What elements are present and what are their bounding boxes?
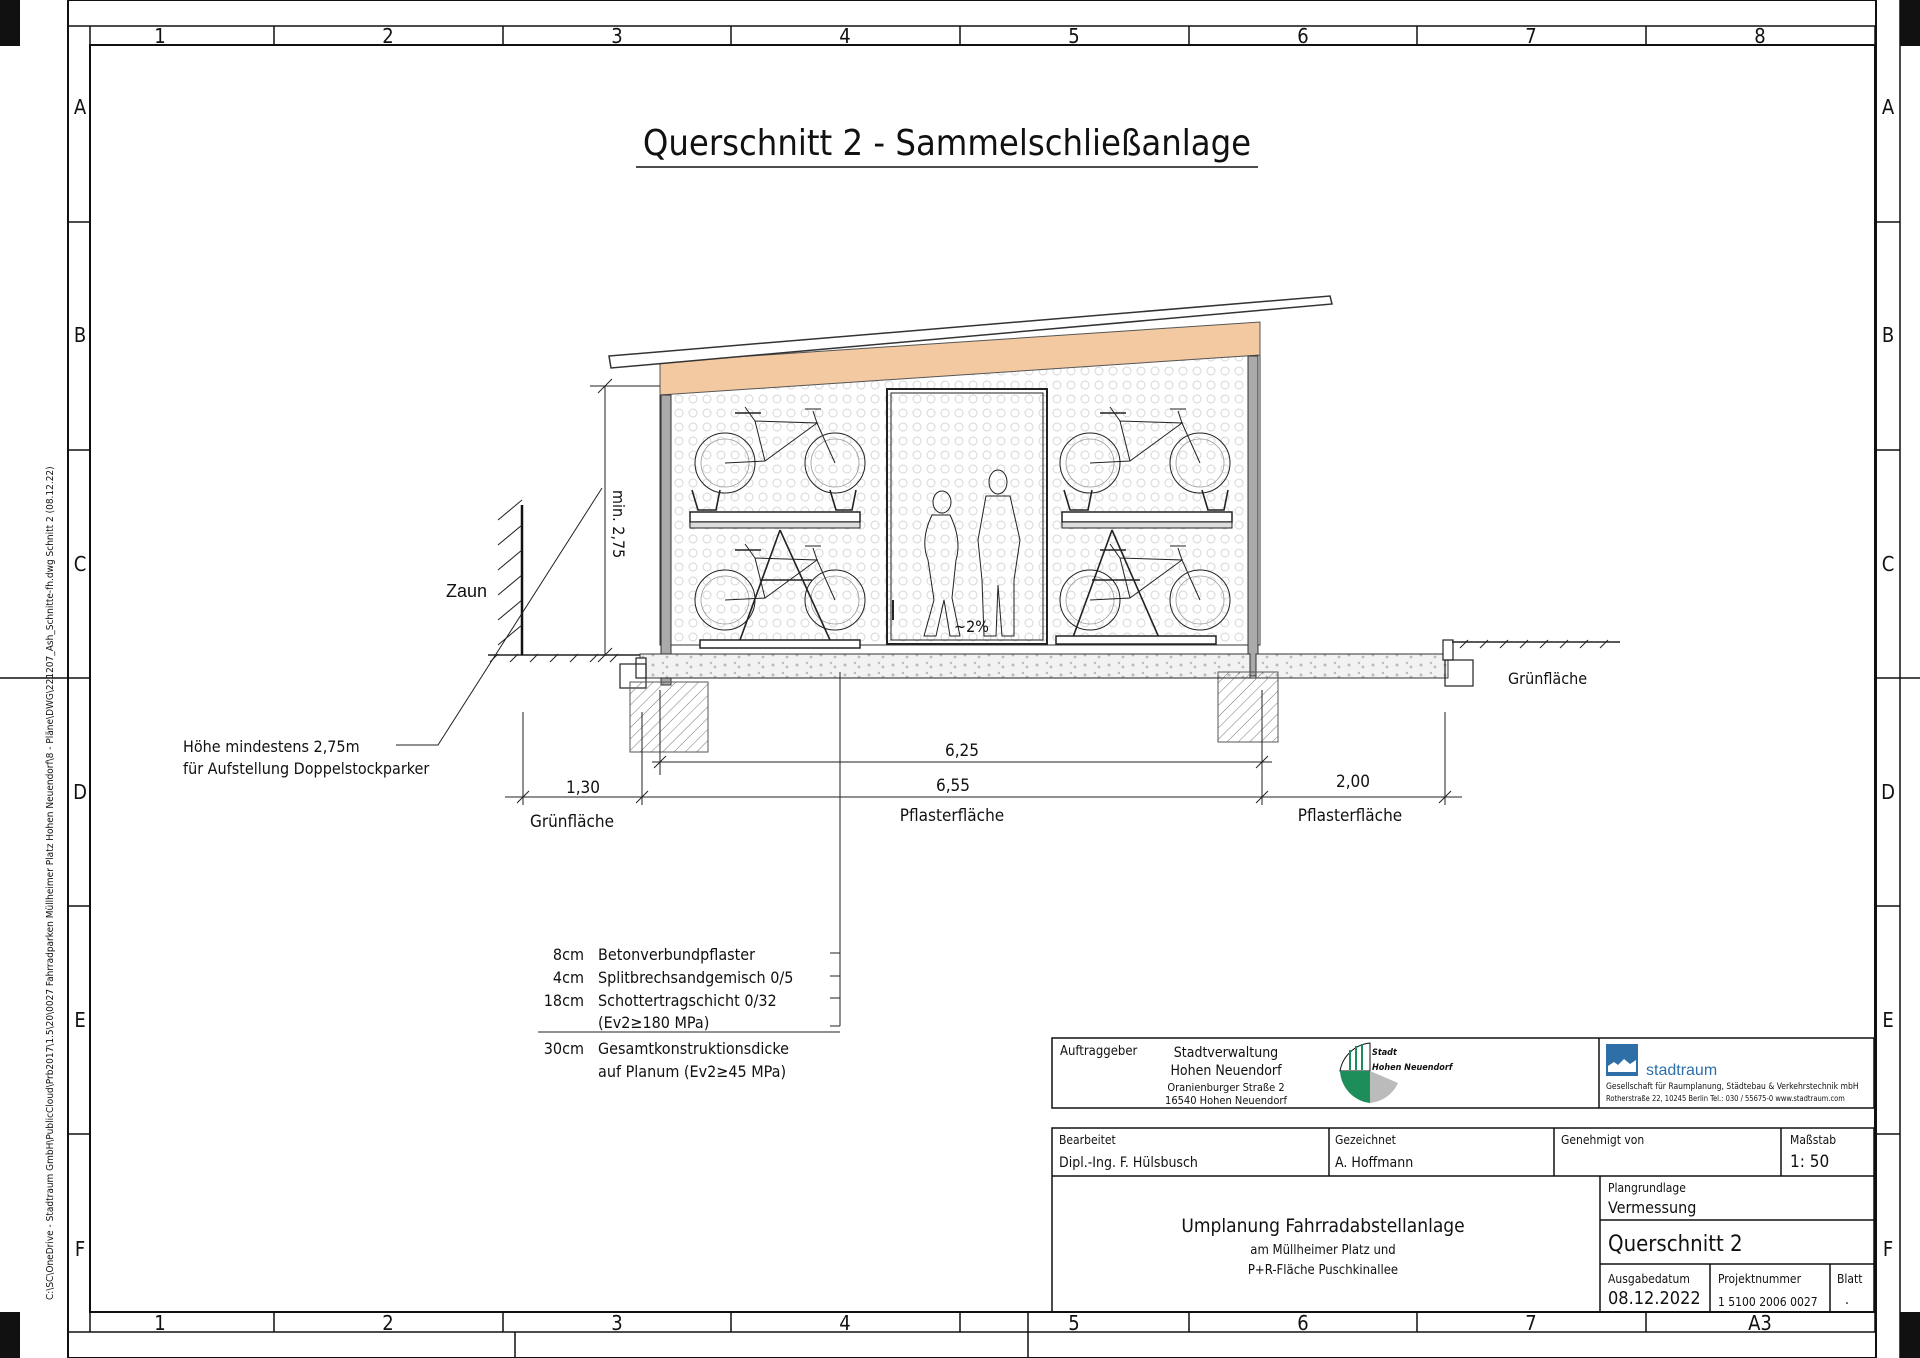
massstab-label: Maßstab xyxy=(1790,1133,1837,1147)
label-mid: Pflasterfläche xyxy=(899,806,1005,826)
company-line2: Rotherstraße 22, 10245 Berlin Tel.: 030 / 55675-0 www.stadtraum.com xyxy=(1606,1094,1845,1103)
col-label: 8 xyxy=(1754,24,1766,48)
layer-desc: (Ev2≥180 MPa) xyxy=(598,1013,710,1032)
logo-name: Hohen Neuendorf xyxy=(1372,1063,1453,1073)
dim-left: 1,30 xyxy=(565,778,601,798)
company-logo xyxy=(1606,1044,1638,1076)
plangrundlage-label: Plangrundlage xyxy=(1608,1181,1686,1195)
foundation-right xyxy=(1218,672,1278,742)
bearbeitet-label: Bearbeitet xyxy=(1059,1133,1116,1147)
row-label: A xyxy=(1881,95,1895,119)
row-label: F xyxy=(74,1237,86,1261)
col-label: 4 xyxy=(839,24,851,48)
client-line2: Hohen Neuendorf xyxy=(1170,1063,1282,1079)
post-left xyxy=(661,395,671,685)
project-line2: am Müllheimer Platz und xyxy=(1250,1243,1396,1258)
company-name: stadtraum xyxy=(1646,1062,1718,1079)
col-label: 3 xyxy=(611,24,623,48)
plan-title: Querschnitt 2 xyxy=(1608,1232,1743,1257)
col-label: 5 xyxy=(1068,24,1080,48)
col-label: 6 xyxy=(1297,24,1309,48)
ausgabe-label: Ausgabedatum xyxy=(1608,1272,1690,1286)
col-label: 7 xyxy=(1525,24,1537,48)
label-left: Grünfläche xyxy=(529,812,615,832)
row-label: C xyxy=(73,552,87,576)
client-label: Auftraggeber xyxy=(1060,1044,1138,1059)
row-label: E xyxy=(1882,1008,1894,1032)
projektnr-value: 1 5100 2006 0027 xyxy=(1718,1295,1818,1309)
row-label: C xyxy=(1881,552,1895,576)
layer-desc: Betonverbundpflaster xyxy=(598,945,756,964)
client-line3: Oranienburger Straße 2 xyxy=(1167,1081,1285,1094)
row-label: A xyxy=(73,95,87,119)
layer-desc: Gesamtkonstruktionsdicke xyxy=(598,1039,789,1058)
col-label: 1 xyxy=(154,1311,166,1335)
layer-thickness: 30cm xyxy=(543,1039,584,1058)
fence-label: Zaun xyxy=(446,581,488,601)
col-label: 5 xyxy=(1068,1311,1080,1335)
genehmigt-label: Genehmigt von xyxy=(1561,1133,1645,1147)
row-label: F xyxy=(1882,1237,1894,1261)
drawing-title: Querschnitt 2 - Sammelschließanlage xyxy=(642,123,1252,164)
city-logo xyxy=(1340,1043,1454,1103)
layer-desc: auf Planum (Ev2≥45 MPa) xyxy=(598,1062,787,1081)
col-label: 7 xyxy=(1525,1311,1537,1335)
sheet-border xyxy=(68,0,1876,1358)
note-leader xyxy=(396,488,602,745)
blatt-label: Blatt xyxy=(1837,1272,1863,1286)
layer-desc: Schottertragschicht 0/32 xyxy=(598,991,777,1010)
format-label: A3 xyxy=(1748,1311,1772,1335)
row-label: D xyxy=(1881,780,1895,804)
plangrundlage-value: Vermessung xyxy=(1608,1198,1697,1217)
dim-outer: 6,55 xyxy=(935,776,971,796)
ground-section xyxy=(488,640,1620,752)
massstab-value: 1: 50 xyxy=(1790,1152,1830,1172)
col-label: 3 xyxy=(611,1311,623,1335)
pavement-main xyxy=(640,654,1250,678)
logo-top: Stadt xyxy=(1372,1048,1397,1058)
pavement-right xyxy=(1256,654,1448,678)
row-label: B xyxy=(1881,323,1895,347)
row-label: B xyxy=(73,323,87,347)
bearbeitet-value: Dipl.-Ing. F. Hülsbusch xyxy=(1059,1155,1198,1171)
row-label: D xyxy=(73,780,87,804)
client-line1: Stadtverwaltung xyxy=(1173,1045,1279,1061)
layer-thickness: 8cm xyxy=(552,945,584,964)
note-line2: für Aufstellung Doppelstockparker xyxy=(183,759,430,778)
post-right xyxy=(1248,356,1258,676)
col-label: 2 xyxy=(382,1311,394,1335)
projektnr-label: Projektnummer xyxy=(1718,1272,1802,1286)
layer-thickness: 18cm xyxy=(543,991,584,1010)
ausgabe-value: 08.12.2022 xyxy=(1608,1288,1701,1309)
dim-right: 2,00 xyxy=(1335,772,1371,792)
row-label: E xyxy=(74,1008,86,1032)
dim-inner: 6,25 xyxy=(944,741,980,761)
col-label: 2 xyxy=(382,24,394,48)
note-line1: Höhe mindestens 2,75m xyxy=(183,737,360,756)
label-right: Pflasterfläche xyxy=(1297,806,1403,826)
gezeichnet-value: A. Hoffmann xyxy=(1335,1155,1414,1171)
col-label: 4 xyxy=(839,1311,851,1335)
file-path: C:\SC\OneDrive - Stadtraum GmbH\PublicCloud\Prb2017\1.5\20\0027 Fahrradparken Müllheimer Platz Hohen Neuendorf\8 - Pläne\DWG\221207_Ash_Schnitte-fh.dwg Schnitt 2 (08.12.22) xyxy=(45,466,56,1300)
bike-shelter xyxy=(609,296,1332,685)
layer-desc: Splitbrechsandgemisch 0/5 xyxy=(598,968,794,987)
company-line1: Gesellschaft für Raumplanung, Städtebau & Verkehrstechnik mbH xyxy=(1606,1082,1859,1092)
col-label: 6 xyxy=(1297,1311,1309,1335)
project-line1: Umplanung Fahrradabstellanlage xyxy=(1181,1215,1465,1237)
col-label: 1 xyxy=(154,24,166,48)
blatt-value: . xyxy=(1845,1292,1849,1308)
layer-thickness: 4cm xyxy=(552,968,584,987)
height-label: min. 2,75 xyxy=(609,490,628,559)
project-line3: P+R-Fläche Puschkinallee xyxy=(1247,1263,1399,1278)
client-line4: 16540 Hohen Neuendorf xyxy=(1165,1094,1287,1107)
slope-label: ~2% xyxy=(954,617,989,636)
green-right-label: Grünfläche xyxy=(1508,669,1588,688)
gezeichnet-label: Gezeichnet xyxy=(1335,1133,1396,1147)
